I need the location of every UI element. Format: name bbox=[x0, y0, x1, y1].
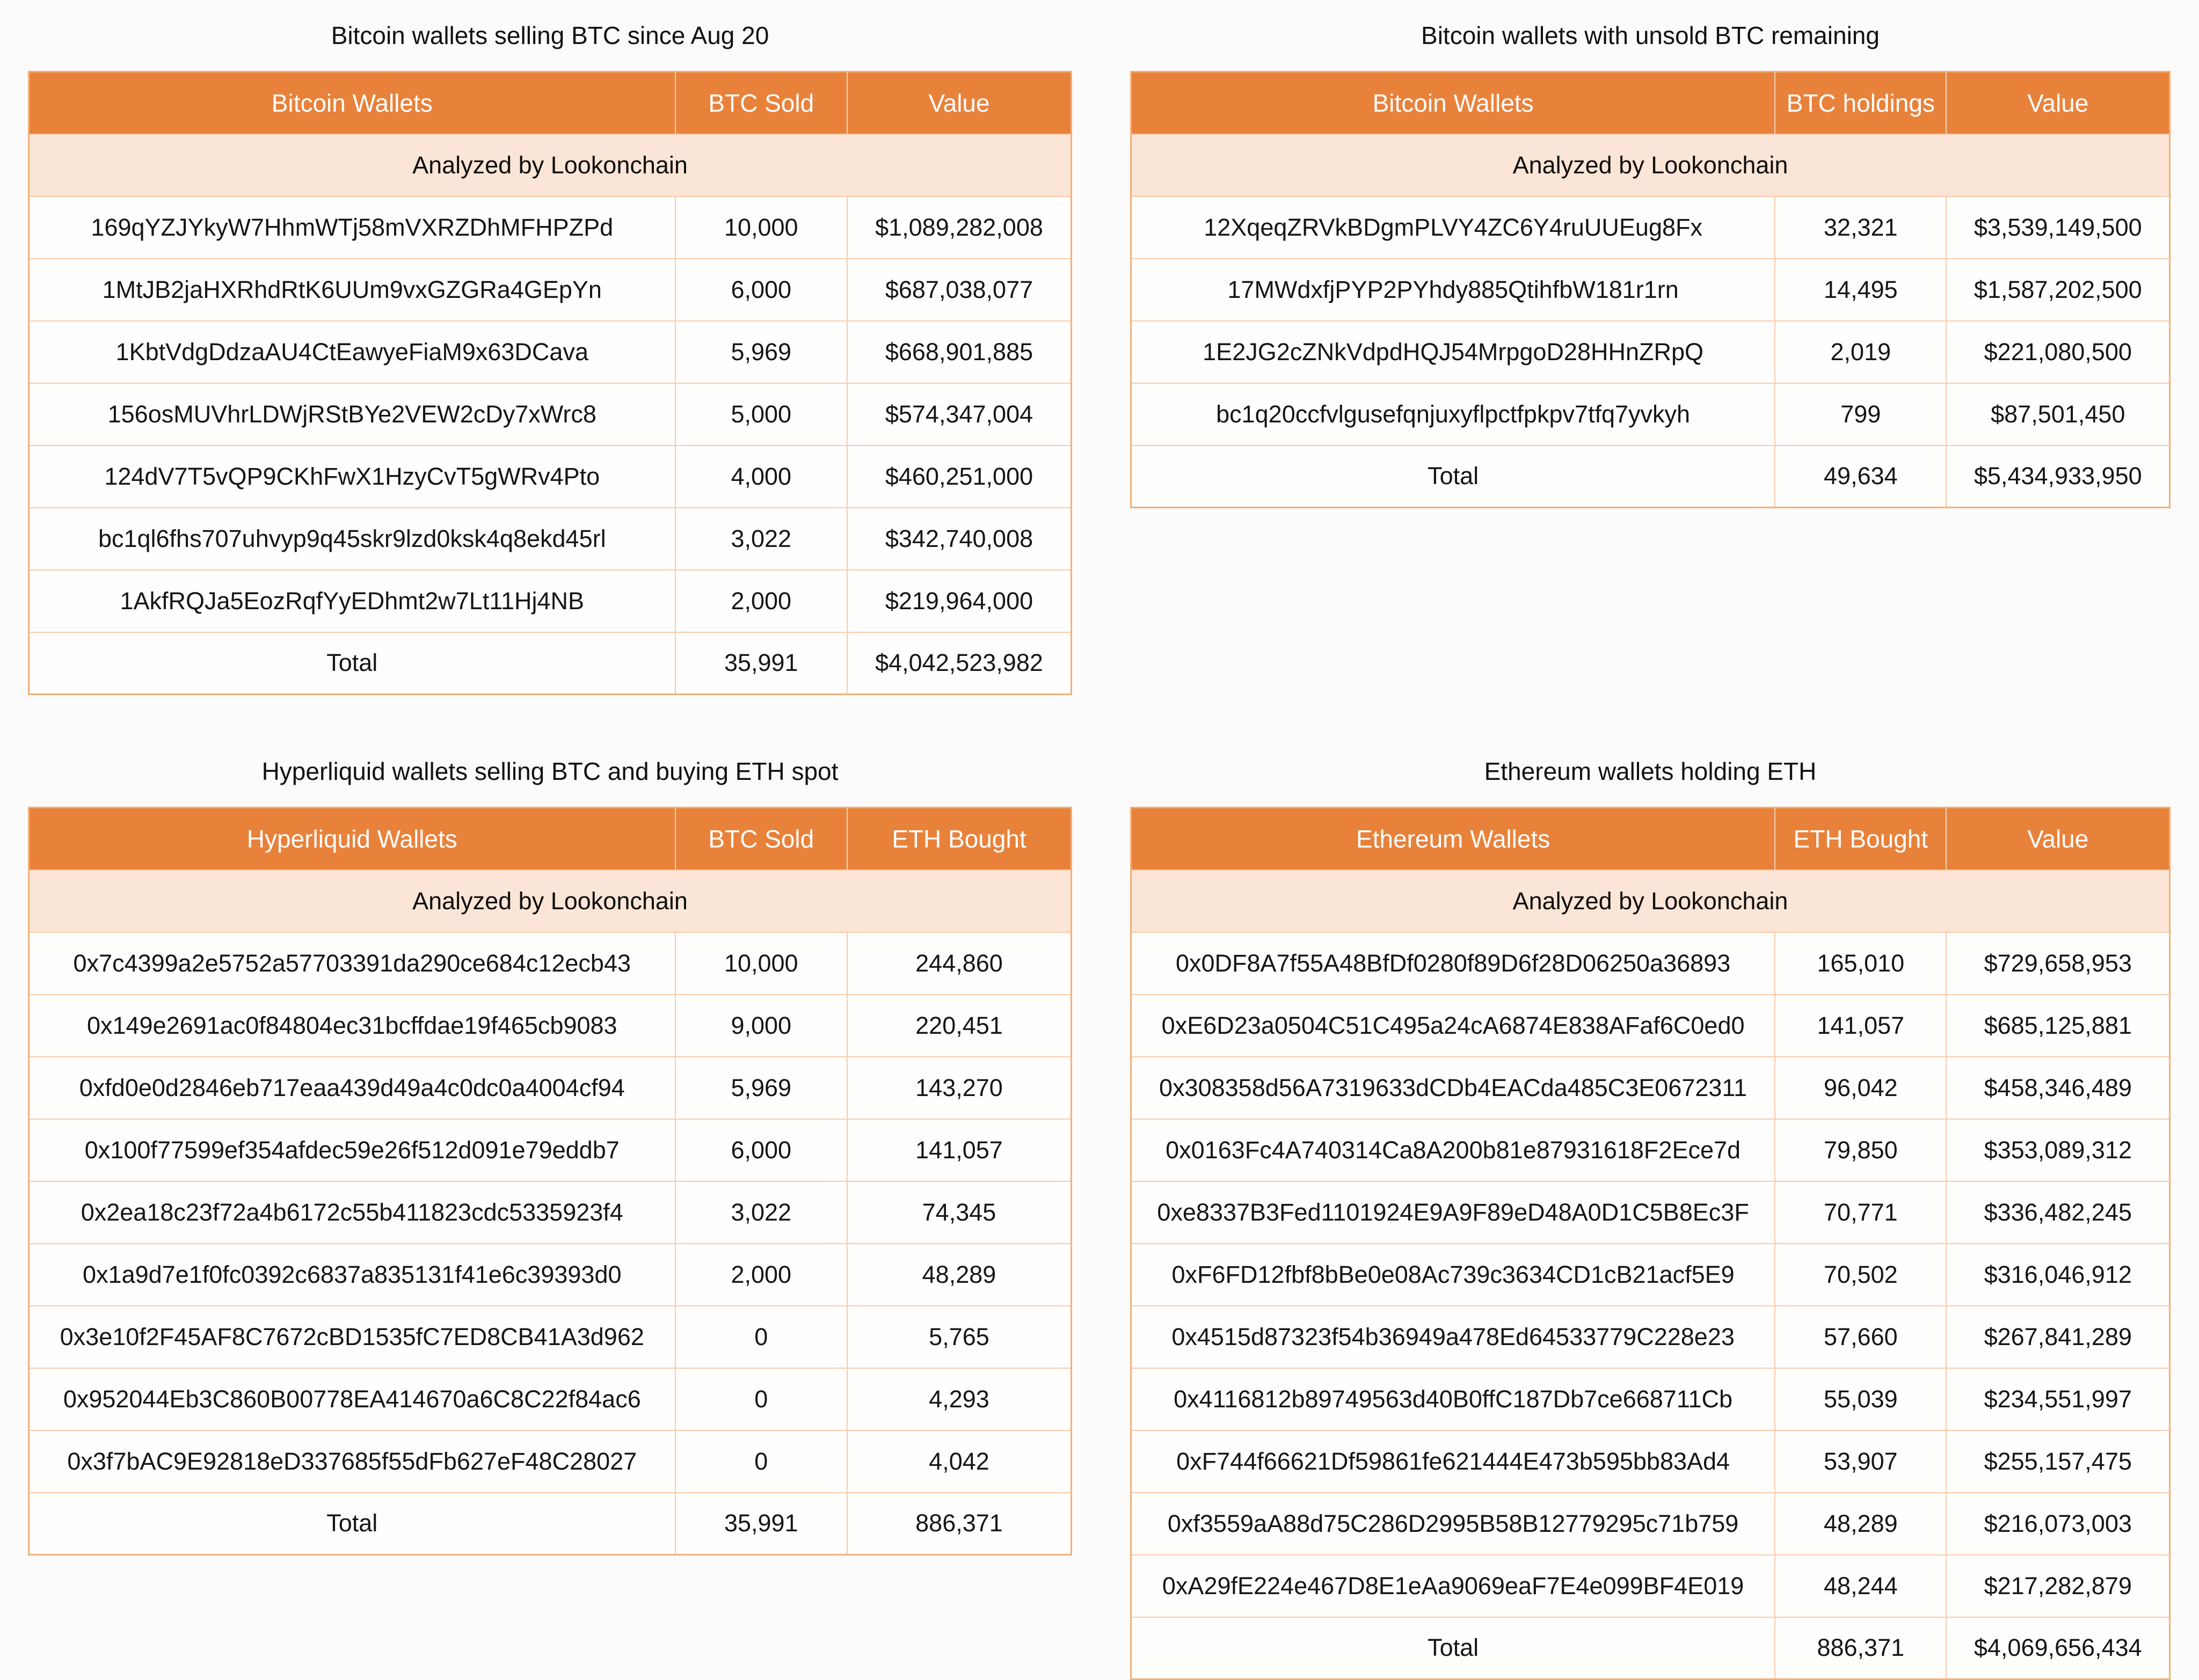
panel-title-btc-unsold: Bitcoin wallets with unsold BTC remaining bbox=[1421, 21, 1880, 49]
value-cell: 143,270 bbox=[847, 1057, 1072, 1119]
column-header: ETH Bought bbox=[847, 808, 1072, 870]
value-cell: $87,501,450 bbox=[1946, 383, 2169, 445]
table-row bbox=[29, 445, 1072, 508]
value-cell: 244,860 bbox=[847, 932, 1072, 995]
analyzed-by-cell: Analyzed by Lookonchain bbox=[1131, 870, 2170, 932]
table-row bbox=[29, 995, 1072, 1057]
wallet-address-cell: bc1ql6fhs707uhvyp9q45skr9lzd0ksk4q8ekd45rl bbox=[29, 508, 675, 570]
amount-cell: 6,000 bbox=[675, 259, 847, 321]
wallet-address-cell: 12XqeqZRVkBDgmPLVY4ZC6Y4ruUUEug8Fx bbox=[1131, 196, 1775, 259]
value-cell: $460,251,000 bbox=[847, 445, 1072, 508]
wallet-address-cell: 0xA29fE224e467D8E1eAa9069eaF7E4e099BF4E019 bbox=[1131, 1555, 1775, 1617]
analyzed-row bbox=[1131, 870, 2170, 932]
wallet-address-cell: 0xe8337B3Fed1101924E9A9F89eD48A0D1C5B8Ec3F bbox=[1131, 1181, 1775, 1244]
amount-cell: 3,022 bbox=[675, 508, 847, 570]
value-cell: $4,069,656,434 bbox=[1946, 1617, 2169, 1679]
amount-cell: 2,019 bbox=[1775, 321, 1946, 383]
total-row bbox=[29, 1493, 1072, 1555]
table-row bbox=[29, 1306, 1072, 1368]
value-cell: $267,841,289 bbox=[1946, 1306, 2169, 1368]
value-cell: $729,658,953 bbox=[1946, 932, 2169, 995]
table-row bbox=[29, 321, 1072, 383]
amount-cell: 49,634 bbox=[1775, 445, 1946, 508]
amount-cell: 0 bbox=[675, 1430, 847, 1493]
wallet-address-cell: 124dV7T5vQP9CKhFwX1HzyCvT5gWRv4Pto bbox=[29, 445, 675, 508]
table-row bbox=[1131, 1057, 2170, 1119]
total-label-cell: Total bbox=[29, 632, 675, 695]
header-row bbox=[1131, 72, 2170, 134]
table-body bbox=[1131, 932, 2170, 1679]
value-cell: $1,587,202,500 bbox=[1946, 259, 2169, 321]
amount-cell: 165,010 bbox=[1775, 932, 1946, 995]
amount-cell: 886,371 bbox=[1775, 1617, 1946, 1679]
column-header: ETH Bought bbox=[1775, 808, 1946, 870]
column-header: Value bbox=[1946, 808, 2169, 870]
amount-cell: 0 bbox=[675, 1306, 847, 1368]
analyzed-row bbox=[29, 134, 1072, 196]
wallet-address-cell: 1E2JG2cZNkVdpdHQJ54MrpgoD28HHnZRpQ bbox=[1131, 321, 1775, 383]
total-label-cell: Total bbox=[1131, 445, 1775, 508]
value-cell: $687,038,077 bbox=[847, 259, 1072, 321]
wallet-address-cell: 0x3f7bAC9E92818eD337685f55dFb627eF48C28027 bbox=[29, 1430, 675, 1493]
value-cell: 48,289 bbox=[847, 1244, 1072, 1306]
table-row bbox=[29, 383, 1072, 445]
total-label-cell: Total bbox=[1131, 1617, 1775, 1679]
column-header: BTC Sold bbox=[675, 808, 847, 870]
table-row bbox=[1131, 1368, 2170, 1430]
table-row bbox=[1131, 1119, 2170, 1181]
amount-cell: 35,991 bbox=[675, 1493, 847, 1555]
value-cell: $217,282,879 bbox=[1946, 1555, 2169, 1617]
total-label-cell: Total bbox=[29, 1493, 675, 1555]
wallet-address-cell: 0x4515d87323f54b36949a478Ed64533779C228e23 bbox=[1131, 1306, 1775, 1368]
table-row bbox=[1131, 1306, 2170, 1368]
total-row bbox=[1131, 1617, 2170, 1679]
column-header: Value bbox=[847, 72, 1072, 134]
amount-cell: 48,244 bbox=[1775, 1555, 1946, 1617]
value-cell: $216,073,003 bbox=[1946, 1493, 2169, 1555]
panel-title-btc-selling: Bitcoin wallets selling BTC since Aug 20 bbox=[331, 21, 769, 49]
table-row bbox=[1131, 1244, 2170, 1306]
table-row bbox=[1131, 196, 2170, 259]
header-row bbox=[1131, 808, 2170, 870]
amount-cell: 10,000 bbox=[675, 932, 847, 995]
amount-cell: 799 bbox=[1775, 383, 1946, 445]
table-row bbox=[1131, 1493, 2170, 1555]
wallet-address-cell: 0x952044Eb3C860B00778EA414670a6C8C22f84ac6 bbox=[29, 1368, 675, 1430]
table-row bbox=[29, 1368, 1072, 1430]
table-body bbox=[1131, 196, 2170, 508]
panel-title-hyperliquid: Hyperliquid wallets selling BTC and buying ETH spot bbox=[261, 757, 839, 785]
table-body bbox=[29, 932, 1072, 1555]
wallet-address-cell: 0xf3559aA88d75C286D2995B58B12779295c71b759 bbox=[1131, 1493, 1775, 1555]
value-cell: 4,042 bbox=[847, 1430, 1072, 1493]
wallet-address-cell: 0xF744f66621Df59861fe621444E473b595bb83Ad4 bbox=[1131, 1430, 1775, 1493]
table-row bbox=[29, 1057, 1072, 1119]
value-cell: $221,080,500 bbox=[1946, 321, 2169, 383]
amount-cell: 55,039 bbox=[1775, 1368, 1946, 1430]
amount-cell: 141,057 bbox=[1775, 995, 1946, 1057]
amount-cell: 57,660 bbox=[1775, 1306, 1946, 1368]
wallet-address-cell: 0x4116812b89749563d40B0ffC187Db7ce668711Cb bbox=[1131, 1368, 1775, 1430]
value-cell: 141,057 bbox=[847, 1119, 1072, 1181]
amount-cell: 4,000 bbox=[675, 445, 847, 508]
table-hyperliquid bbox=[28, 807, 1072, 1555]
table-row bbox=[29, 1430, 1072, 1493]
amount-cell: 70,502 bbox=[1775, 1244, 1946, 1306]
amount-cell: 35,991 bbox=[675, 632, 847, 695]
table-row bbox=[1131, 1555, 2170, 1617]
wallet-address-cell: 0x3e10f2F45AF8C7672cBD1535fC7ED8CB41A3d962 bbox=[29, 1306, 675, 1368]
amount-cell: 32,321 bbox=[1775, 196, 1946, 259]
amount-cell: 14,495 bbox=[1775, 259, 1946, 321]
amount-cell: 6,000 bbox=[675, 1119, 847, 1181]
value-cell: 886,371 bbox=[847, 1493, 1072, 1555]
wallet-address-cell: 17MWdxfjPYP2PYhdy885QtihfbW181r1rn bbox=[1131, 259, 1775, 321]
table-row bbox=[1131, 259, 2170, 321]
panel-ethereum bbox=[1130, 749, 2171, 1680]
table-row bbox=[29, 508, 1072, 570]
table-row bbox=[29, 570, 1072, 632]
wallet-address-cell: 1KbtVdgDdzaAU4CtEawyeFiaM9x63DCava bbox=[29, 321, 675, 383]
wallet-address-cell: 0x1a9d7e1f0fc0392c6837a835131f41e6c39393d0 bbox=[29, 1244, 675, 1306]
wallet-address-cell: 1AkfRQJa5EozRqfYyEDhmt2w7Lt11Hj4NB bbox=[29, 570, 675, 632]
column-header: Bitcoin Wallets bbox=[29, 72, 675, 134]
amount-cell: 5,969 bbox=[675, 321, 847, 383]
panel-title-ethereum: Ethereum wallets holding ETH bbox=[1484, 757, 1817, 785]
table-row bbox=[29, 1119, 1072, 1181]
amount-cell: 96,042 bbox=[1775, 1057, 1946, 1119]
wallet-address-cell: 0xE6D23a0504C51C495a24cA6874E838AFaf6C0ed0 bbox=[1131, 995, 1775, 1057]
table-row bbox=[29, 1181, 1072, 1244]
amount-cell: 53,907 bbox=[1775, 1430, 1946, 1493]
column-header: Hyperliquid Wallets bbox=[29, 808, 675, 870]
amount-cell: 9,000 bbox=[675, 995, 847, 1057]
wallet-address-cell: 0x100f77599ef354afdec59e26f512d091e79eddb7 bbox=[29, 1119, 675, 1181]
amount-cell: 79,850 bbox=[1775, 1119, 1946, 1181]
value-cell: $336,482,245 bbox=[1946, 1181, 2169, 1244]
total-row bbox=[1131, 445, 2170, 508]
table-body bbox=[29, 196, 1072, 695]
amount-cell: 48,289 bbox=[1775, 1493, 1946, 1555]
table-row bbox=[1131, 995, 2170, 1057]
table-row bbox=[29, 259, 1072, 321]
value-cell: $1,089,282,008 bbox=[847, 196, 1072, 259]
column-header: Ethereum Wallets bbox=[1131, 808, 1775, 870]
analyzed-row bbox=[29, 870, 1072, 932]
total-row bbox=[29, 632, 1072, 695]
wallet-address-cell: 0x2ea18c23f72a4b6172c55b411823cdc5335923f4 bbox=[29, 1181, 675, 1244]
amount-cell: 70,771 bbox=[1775, 1181, 1946, 1244]
amount-cell: 0 bbox=[675, 1368, 847, 1430]
header-row bbox=[29, 72, 1072, 134]
value-cell: 74,345 bbox=[847, 1181, 1072, 1244]
amount-cell: 10,000 bbox=[675, 196, 847, 259]
value-cell: $4,042,523,982 bbox=[847, 632, 1072, 695]
wallet-address-cell: 0x0DF8A7f55A48BfDf0280f89D6f28D06250a36893 bbox=[1131, 932, 1775, 995]
amount-cell: 2,000 bbox=[675, 570, 847, 632]
table-row bbox=[1131, 1181, 2170, 1244]
amount-cell: 5,969 bbox=[675, 1057, 847, 1119]
value-cell: 5,765 bbox=[847, 1306, 1072, 1368]
wallet-address-cell: 0xfd0e0d2846eb717eaa439d49a4c0dc0a4004cf94 bbox=[29, 1057, 675, 1119]
table-row bbox=[1131, 383, 2170, 445]
analyzed-by-cell: Analyzed by Lookonchain bbox=[29, 134, 1072, 196]
wallet-address-cell: 0xF6FD12fbf8bBe0e08Ac739c3634CD1cB21acf5E9 bbox=[1131, 1244, 1775, 1306]
value-cell: $342,740,008 bbox=[847, 508, 1072, 570]
column-header: Value bbox=[1946, 72, 2169, 134]
column-header: BTC holdings bbox=[1775, 72, 1946, 134]
analyzed-row bbox=[1131, 134, 2170, 196]
header-row bbox=[29, 808, 1072, 870]
value-cell: $685,125,881 bbox=[1946, 995, 2169, 1057]
value-cell: $668,901,885 bbox=[847, 321, 1072, 383]
amount-cell: 2,000 bbox=[675, 1244, 847, 1306]
table-btc-unsold bbox=[1130, 71, 2171, 508]
value-cell: 4,293 bbox=[847, 1368, 1072, 1430]
analyzed-by-cell: Analyzed by Lookonchain bbox=[1131, 134, 2170, 196]
value-cell: $255,157,475 bbox=[1946, 1430, 2169, 1493]
panel-hyperliquid bbox=[28, 749, 1072, 1555]
table-row bbox=[29, 932, 1072, 995]
wallet-address-cell: 0x0163Fc4A740314Ca8A200b81e87931618F2Ece7d bbox=[1131, 1119, 1775, 1181]
panel-btc-unsold bbox=[1130, 13, 2171, 508]
value-cell: $3,539,149,500 bbox=[1946, 196, 2169, 259]
value-cell: $353,089,312 bbox=[1946, 1119, 2169, 1181]
wallet-address-cell: 0x308358d56A7319633dCDb4EACda485C3E0672311 bbox=[1131, 1057, 1775, 1119]
wallet-address-cell: 169qYZJYkyW7HhmWTj58mVXRZDhMFHPZPd bbox=[29, 196, 675, 259]
wallet-address-cell: 0x149e2691ac0f84804ec31bcffdae19f465cb9083 bbox=[29, 995, 675, 1057]
wallet-address-cell: bc1q20ccfvlgusefqnjuxyflpctfpkpv7tfq7yvkyh bbox=[1131, 383, 1775, 445]
value-cell: $234,551,997 bbox=[1946, 1368, 2169, 1430]
amount-cell: 3,022 bbox=[675, 1181, 847, 1244]
value-cell: $5,434,933,950 bbox=[1946, 445, 2169, 508]
value-cell: 220,451 bbox=[847, 995, 1072, 1057]
panel-btc-selling bbox=[28, 13, 1072, 695]
value-cell: $574,347,004 bbox=[847, 383, 1072, 445]
column-header: Bitcoin Wallets bbox=[1131, 72, 1775, 134]
wallet-address-cell: 1MtJB2jaHXRhdRtK6UUm9vxGZGRa4GEpYn bbox=[29, 259, 675, 321]
table-row bbox=[1131, 932, 2170, 995]
table-btc-selling bbox=[28, 71, 1072, 695]
value-cell: $458,346,489 bbox=[1946, 1057, 2169, 1119]
table-row bbox=[1131, 1430, 2170, 1493]
value-cell: $316,046,912 bbox=[1946, 1244, 2169, 1306]
wallet-address-cell: 156osMUVhrLDWjRStBYe2VEW2cDy7xWrc8 bbox=[29, 383, 675, 445]
wallet-address-cell: 0x7c4399a2e5752a57703391da290ce684c12ecb43 bbox=[29, 932, 675, 995]
table-row bbox=[29, 1244, 1072, 1306]
analyzed-by-cell: Analyzed by Lookonchain bbox=[29, 870, 1072, 932]
table-row bbox=[29, 196, 1072, 259]
amount-cell: 5,000 bbox=[675, 383, 847, 445]
value-cell: $219,964,000 bbox=[847, 570, 1072, 632]
column-header: BTC Sold bbox=[675, 72, 847, 134]
table-row bbox=[1131, 321, 2170, 383]
table-ethereum bbox=[1130, 807, 2171, 1680]
